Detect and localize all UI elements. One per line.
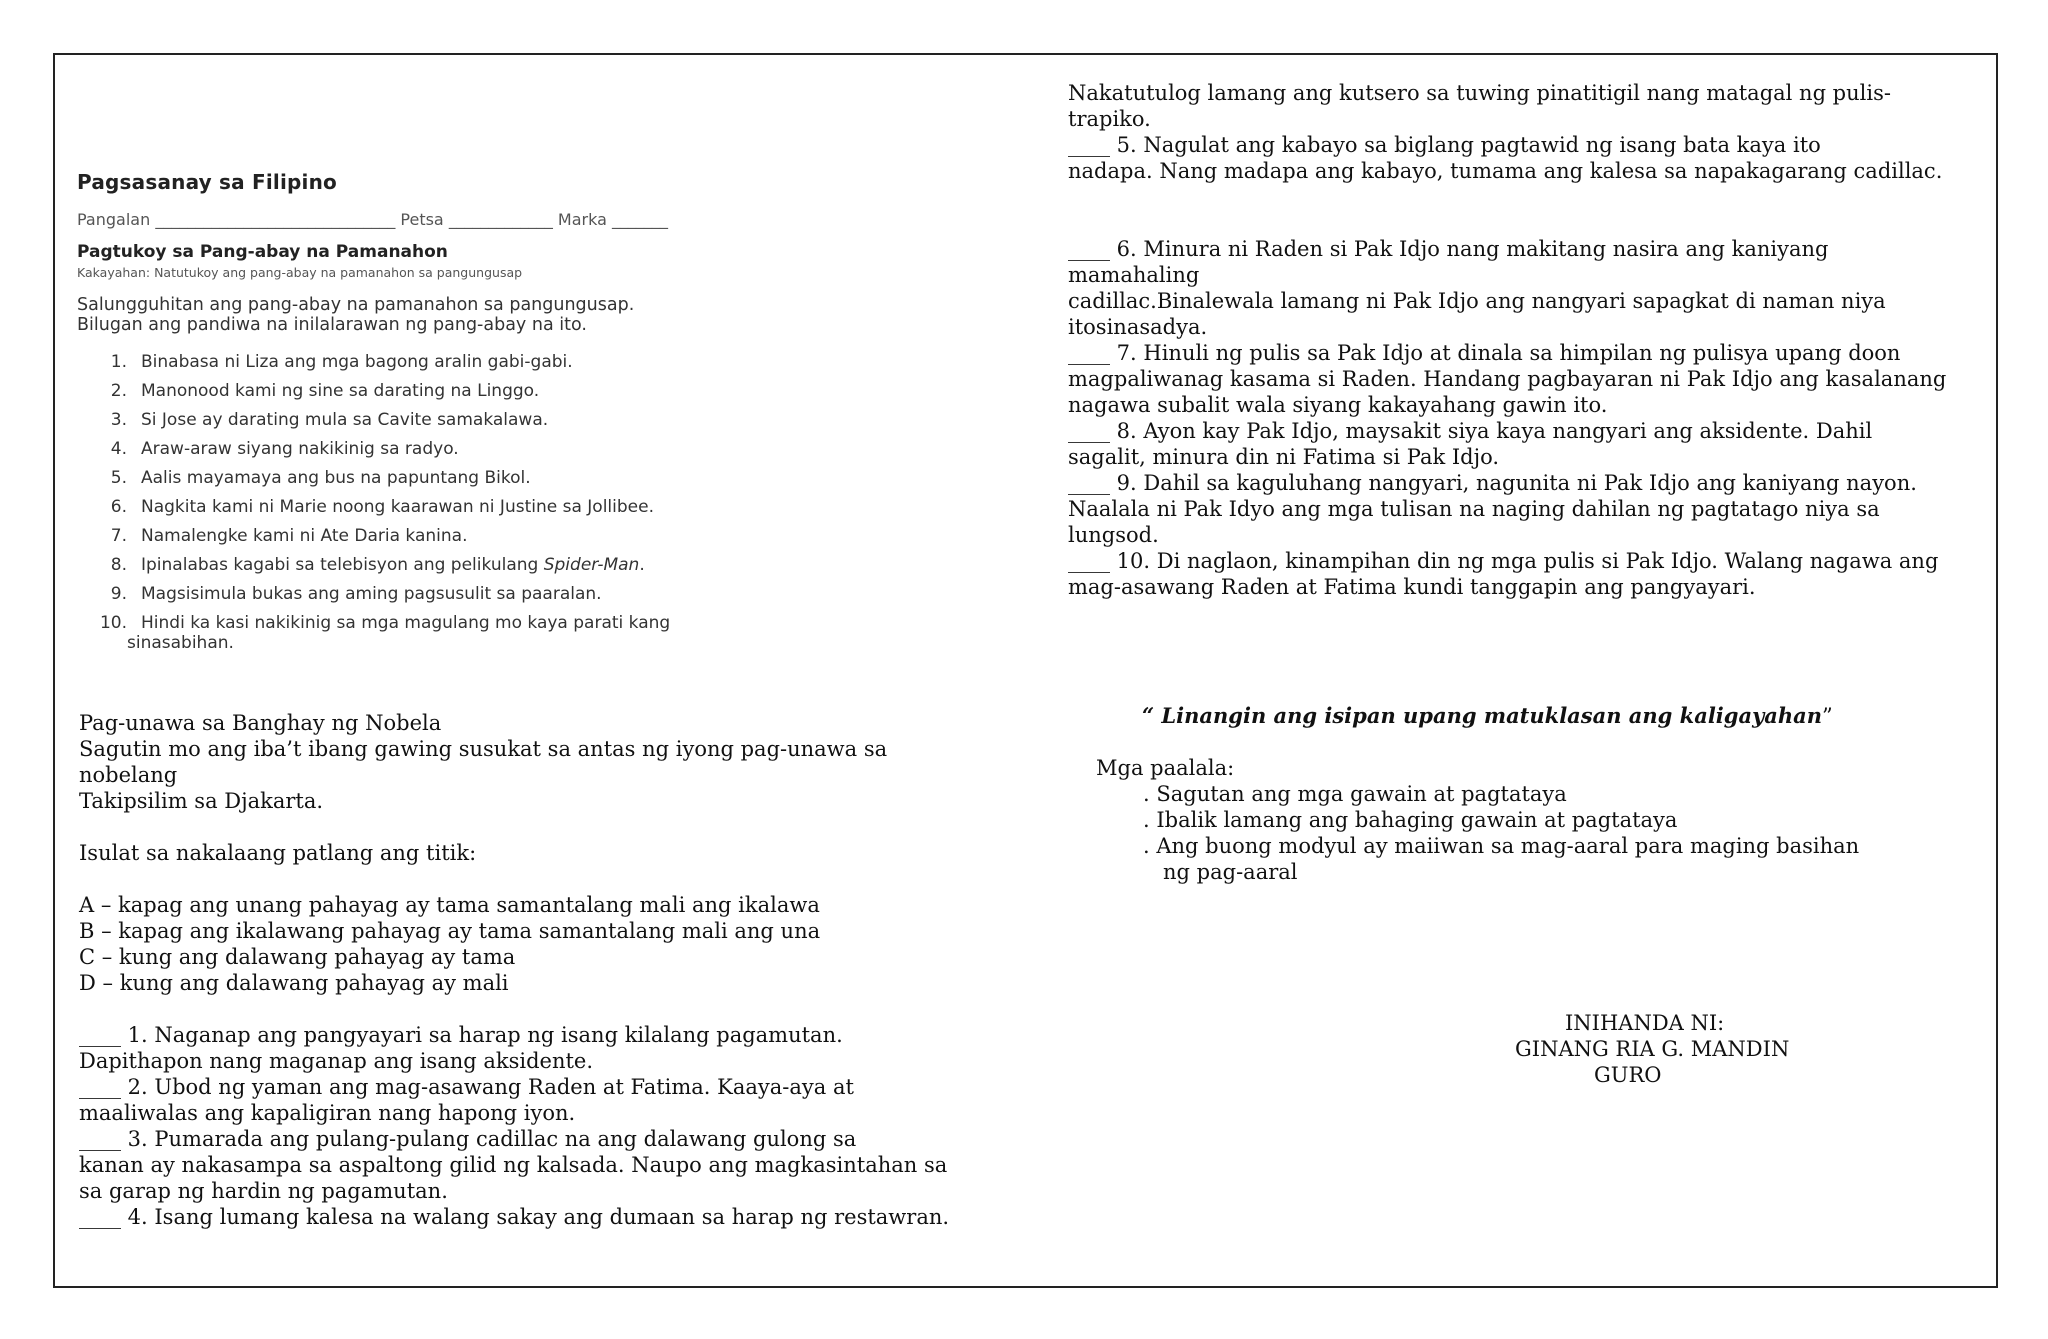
question-line: ____ 10. Di naglaon, kinampihan din ng mga pulis si Pak Idjo. Walang nagawa ang [1068,549,1939,573]
question-line: ____ 1. Naganap ang pangyayari sa harap ng isang kilalang pagamutan. [79,1023,843,1047]
question-line: ____ 5. Nagulat ang kabayo sa biglang pagtawid ng isang bata kaya ito [1068,133,1821,157]
worksheet-title: Pagsasanay sa Filipino [77,170,337,194]
question-line: Naalala ni Pak Idyo ang mga tulisan na naging dahilan ng pagtatago niya sa [1068,497,1880,521]
reminder-item: . Ibalik lamang ang bahaging gawain at pagtataya [1143,808,1678,832]
question-line: sa garap ng hardin ng pagamutan. [79,1179,448,1203]
choice-line: B – kapag ang ikalawang pahayag ay tama samantalang mali ang una [79,919,821,943]
teacher-title: GURO [1594,1063,1662,1087]
text-line: Takipsilim sa Djakarta. [79,789,324,813]
question-line: Dapithapon nang maganap ang isang aksidente. [79,1049,594,1073]
question-line: maaliwalas ang kapaligiran nang hapong iyon. [79,1101,576,1125]
worksheet-fields: Pangalan ______________________________ Petsa _____________ Marka _______ [77,210,668,229]
question-line: itosinasadya. [1068,315,1208,339]
worksheet-item-continuation: sinasabihan. [127,633,234,653]
worksheet-item: 3. Si Jose ay darating mula sa Cavite samakalawa. [110,410,549,430]
worksheet-item: 6. Nagkita kami ni Marie noong kaarawan ni Justine sa Jollibee. [110,497,654,517]
question-line: nagawa subalit wala siyang kakayahang gawin ito. [1068,393,1608,417]
question-line: ____ 7. Hinuli ng pulis sa Pak Idjo at dinala sa himpilan ng pulisya upang doon [1068,341,1901,365]
question-line: lungsod. [1068,523,1159,547]
worksheet-item: 2. Manonood kami ng sine sa darating na Linggo. [110,381,540,401]
text-line: Sagutin mo ang iba’t ibang gawing susukat sa antas ng iyong pag-unawa sa [79,737,888,761]
worksheet-subtitle: Pagtukoy sa Pang-abay na Pamanahon [77,242,448,262]
worksheet-item: 5. Aalis mayamaya ang bus na papuntang Bikol. [110,468,531,488]
question-line: ____ 2. Ubod ng yaman ang mag-asawang Raden at Fatima. Kaaya-aya at [79,1075,854,1099]
worksheet-item: 7. Namalengke kami ni Ate Daria kanina. [110,526,468,546]
motto-quote: “ Linangin ang isipan upang matuklasan ang kaligayahan” [1142,703,1833,728]
question-line: magpaliwanag kasama si Raden. Handang pagbayaran ni Pak Idjo ang kasalanang [1068,367,1947,391]
question-line: ____ 6. Minura ni Raden si Pak Idjo nang makitang nasira ang kaniyang [1068,237,1829,261]
reminder-item: ng pag-aaral [1143,860,1298,884]
section-heading: Pag-unawa sa Banghay ng Nobela [79,711,442,735]
text-line: nobelang [79,763,178,787]
worksheet-instruction: Salungguhitan ang pang-abay na pamanahon sa pangungusap. [77,295,635,315]
question-line: ____ 4. Isang lumang kalesa na walang sakay ang dumaan sa harap ng restawran. [79,1205,950,1229]
worksheet-item: 10. Hindi ka kasi nakikinig sa mga magulang mo kaya parati kang [99,613,671,633]
question-line: ____ 8. Ayon kay Pak Idjo, maysakit siya kaya nangyari ang aksidente. Dahil [1068,419,1873,443]
question-line: ____ 3. Pumarada ang pulang-pulang cadillac na ang dalawang gulong sa [79,1127,857,1151]
question-line: mag-asawang Raden at Fatima kundi tanggapin ang pangyayari. [1068,575,1756,599]
question-line: nadapa. Nang madapa ang kabayo, tumama ang kalesa sa napakagarang cadillac. [1068,159,1943,183]
question-line: ____ 9. Dahil sa kaguluhang nangyari, nagunita ni Pak Idjo ang kaniyang nayon. [1068,471,1917,495]
worksheet-instruction: Bilugan ang pandiwa na inilalarawan ng pang-abay na ito. [77,315,587,335]
question-line: trapiko. [1068,107,1151,131]
teacher-name: GINANG RIA G. MANDIN [1515,1037,1790,1061]
question-line: cadillac.Binalewala lamang ni Pak Idjo ang nangyari sapagkat di naman niya [1068,289,1886,313]
worksheet-item: 4. Araw-araw siyang nakikinig sa radyo. [110,439,459,459]
question-line: sagalit, minura din ni Fatima si Pak Idjo. [1068,445,1500,469]
reminders-title: Mga paalala: [1096,756,1235,780]
worksheet-item: 8. Ipinalabas kagabi sa telebisyon ang pelikulang Spider-Man. [110,555,645,575]
reminder-item: . Ang buong modyul ay maiiwan sa mag-aaral para maging basihan [1143,834,1860,858]
choice-line: D – kung ang dalawang pahayag ay mali [79,971,509,995]
question-line: kanan ay nakasampa sa aspaltong gilid ng kalsada. Naupo ang magkasintahan sa [79,1153,948,1177]
question-line: mamahaling [1068,263,1200,287]
text-line: Isulat sa nakalaang patlang ang titik: [79,841,477,865]
worksheet-item: 1. Binabasa ni Liza ang mga bagong aralin gabi-gabi. [110,352,573,372]
choice-line: A – kapag ang unang pahayag ay tama samantalang mali ang ikalawa [79,893,820,917]
question-line: Nakatutulog lamang ang kutsero sa tuwing pinatitigil nang matagal ng pulis- [1068,81,1891,105]
worksheet-skill: Kakayahan: Natutukoy ang pang-abay na pamanahon sa pangungusap [77,265,523,280]
prepared-by-label: INIHANDA NI: [1565,1011,1725,1035]
reminder-item: . Sagutan ang mga gawain at pagtataya [1143,782,1567,806]
choice-line: C – kung ang dalawang pahayag ay tama [79,945,516,969]
worksheet-item: 9. Magsisimula bukas ang aming pagsusulit sa paaralan. [110,584,602,604]
